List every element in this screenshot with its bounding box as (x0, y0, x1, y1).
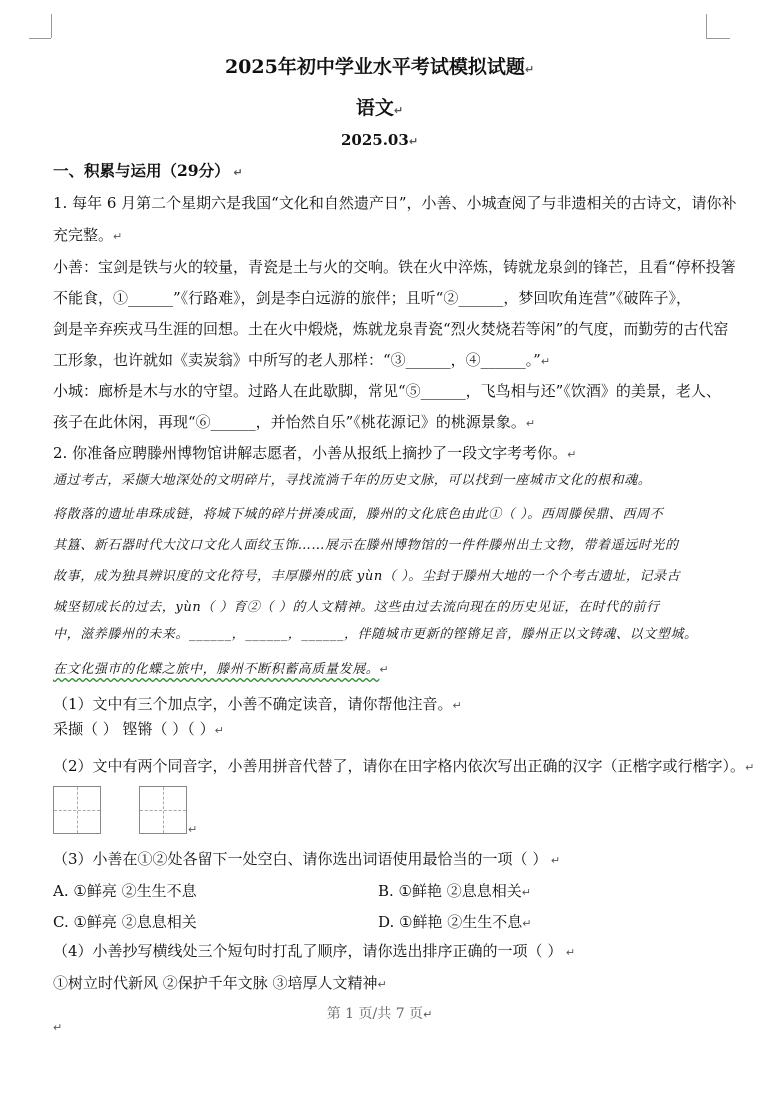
q2-sub4-items: ①树立时代新风 ②保护千年文脉 ③培厚人文精神↵ (53, 974, 387, 992)
q1-line: 1. 每年 6 月第二个星期六是我国“文化和自然遗产日”，小善、小城查阅了与非遗相关的古诗文，请你补 (53, 194, 737, 212)
passage-line: 通过考古，采撷大地深处的文明碎片，寻找流淌千年的历史文脉，可以找到一座城市文化的根和魂。 (53, 473, 652, 488)
option-a: A. ①鲜亮 ②生生不息 (53, 882, 197, 900)
q2-sub1: （1）文中有三个加点字，小善不确定读音，请你帮他注音。↵ (53, 695, 462, 713)
option-b: B. ①鲜艳 ②息息相关↵ (378, 882, 531, 900)
exam-subject: 语文↵ (355, 97, 404, 119)
option-c: C. ①鲜亮 ②息息相关 (53, 913, 197, 931)
passage-line: 故事，成为独具辨识度的文化符号，丰厚滕州的底 yùn（ ）。尘封于滕州大地的一个个考古遗址，记录古 (53, 569, 681, 584)
q1-line: 小善：宝剑是铁与火的较量，青瓷是土与火的交响。铁在火中淬炼，铸就龙泉剑的锋芒，且看“停杯投箸 (53, 258, 736, 276)
tianzige-box[interactable] (53, 786, 101, 834)
passage-line: 其簋、新石器时代大汶口文化人面纹玉饰……展示在滕州博物馆的一件件滕州出土文物，带着遥远时光的 (53, 538, 679, 553)
passage-line: 将散落的遗址串珠成链，将城下城的碎片拼凑成面，滕州的文化底色由此①（ ）。西周滕侯鼎、西周不 (53, 507, 664, 522)
exam-date: 2025.03↵ (340, 131, 419, 149)
paragraph-mark: ↵ (53, 1021, 63, 1034)
corner-mark-top-right (706, 38, 730, 39)
q1-line: 工形象，也许就如《卖炭翁》中所写的老人那样：“③______，④______。”↵ (53, 351, 551, 369)
tianzige-box[interactable] (139, 786, 187, 834)
page-footer: 第 1 页/共 7 页↵ (326, 1006, 433, 1022)
q2-sub4: （4）小善抄写横线处三个短句时打乱了顺序，请你选出排序正确的一项（ ） ↵ (53, 942, 576, 960)
exam-title: 2025年初中学业水平考试模拟试题↵ (224, 56, 535, 78)
passage-line: 中，滋养滕州的未来。______，______，______，伴随城市更新的铿锵足音，滕州正以文铸魂、以文塑城。 (53, 627, 698, 642)
q2-sub2: （2）文中有两个同音字，小善用拼音代替了，请你在田字格内依次写出正确的汉字（正楷字或行楷字）。↵ (53, 757, 755, 775)
corner-mark-top-left (51, 14, 52, 38)
q2-sub1-blanks: 采撷（ ） 铿锵（ ）（ ）↵ (53, 720, 224, 738)
paragraph-mark: ↵ (188, 823, 198, 836)
corner-mark-top-right (706, 14, 707, 38)
q1-line: 剑是辛弃疾戎马生涯的回想。土在火中煅烧，炼就龙泉青瓷“烈火焚烧若等闲”的气度，而勤劳的古代窑 (53, 320, 729, 338)
q1-line: 不能食，①______”《行路难》，剑是李白远游的旅伴；且听“②______，梦回吹角连营”《破阵子》， (53, 289, 692, 307)
q1-line: 孩子在此休闲，再现“⑥______，并怡然自乐”《桃花源记》的桃源景象。↵ (53, 413, 536, 431)
passage-line: 城坚韧成长的过去，yùn（ ）育②（ ）的人文精神。这些由过去流向现在的历史见证，在时代的前行 (53, 600, 660, 615)
option-d: D. ①鲜艳 ②生生不息↵ (378, 913, 532, 931)
section-heading: 一、积累与运用（29分） ↵ (53, 161, 243, 180)
q1-line: 小城：廊桥是木与水的守望。过路人在此歇脚，常见“⑤______，飞鸟相与还”《饮酒》的美景，老人、 (53, 382, 721, 400)
q1-line: 充完整。↵ (53, 226, 123, 244)
q2-sub3: （3）小善在①②处各留下一处空白、请你选出词语使用最恰当的一项（ ） ↵ (53, 850, 561, 868)
passage-line-underlined: 在文化强市的化蝶之旅中，滕州不断积蓄高质量发展。↵ (53, 662, 390, 677)
corner-mark-top-left (29, 38, 51, 39)
q2-intro: 2. 你准备应聘滕州博物馆讲解志愿者，小善从报纸上摘抄了一段文字考考你。↵ (53, 444, 577, 462)
